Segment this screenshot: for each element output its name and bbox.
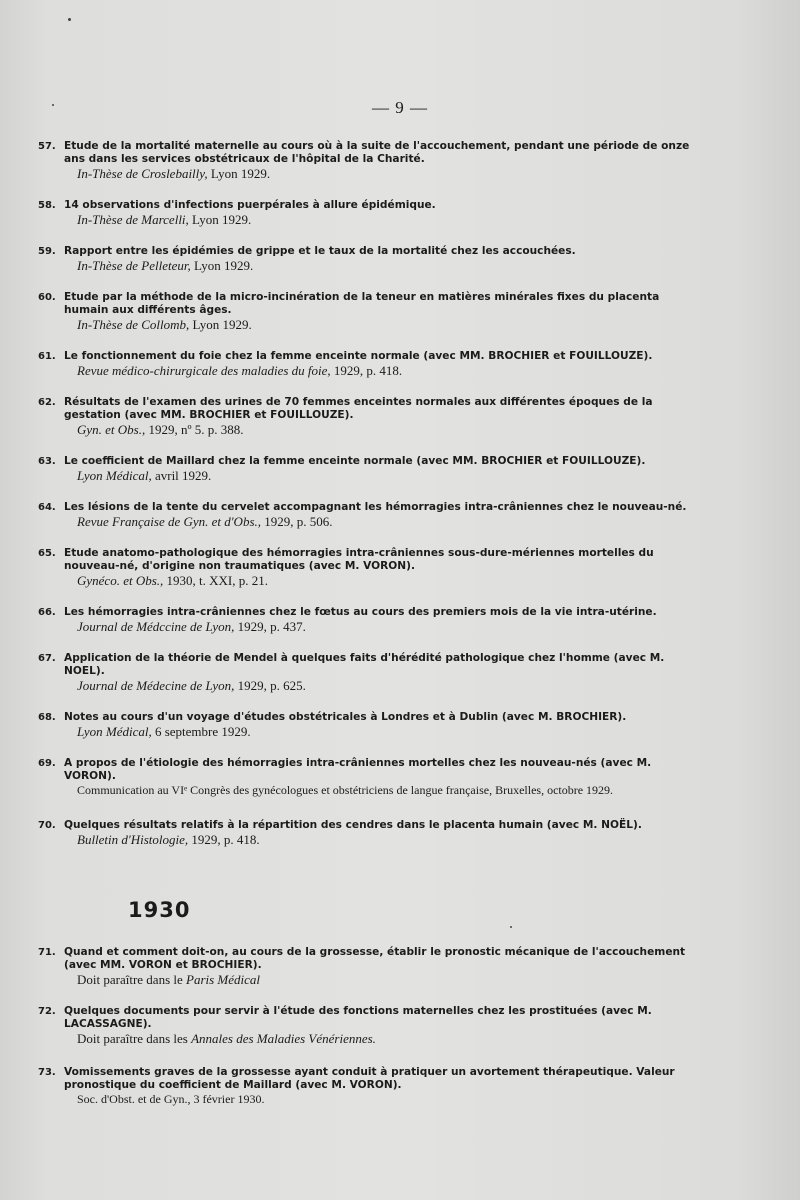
- speck: [68, 18, 71, 21]
- entry-source: [64, 619, 698, 634]
- entry-title: Le fonctionnement du foie chez la femme enceinte normale (avec MM. BROCHIER et FOUILLOUZE).: [64, 350, 653, 362]
- source-publication: Journal de Médccine de Lyon,: [77, 619, 235, 634]
- entry-number: 68.: [38, 712, 56, 723]
- bibliography-list-1930: [38, 946, 698, 1106]
- bibliography-entry: [38, 1066, 698, 1106]
- source-publication: Bulletin d'Histologie,: [77, 832, 189, 847]
- source-publication: Gyn. et Obs.,: [77, 422, 146, 437]
- source-details: 1929, p. 506.: [261, 514, 333, 529]
- bibliography-entry: [38, 606, 698, 634]
- entry-source: [64, 363, 698, 378]
- source-details: 1929, nº 5. p. 388.: [145, 422, 244, 437]
- bibliography-entry: [38, 547, 698, 588]
- entry-number: 69.: [38, 758, 56, 769]
- entry-title: Résultats de l'examen des urines de 70 femmes enceintes normales aux différentes époques de la gestation (avec MM. BROCHIER et FOUILLOUZE).: [64, 396, 653, 421]
- entry-number: 57.: [38, 141, 56, 152]
- entry-source: [64, 422, 698, 437]
- entry-number: 60.: [38, 292, 56, 303]
- source-details: Lyon 1929.: [207, 166, 271, 181]
- entry-source: [64, 258, 698, 273]
- entry-source: [64, 1092, 698, 1106]
- bibliography-entry: [38, 199, 698, 227]
- bibliography-entry: [38, 711, 698, 739]
- entry-title: Etude de la mortalité maternelle au cours où à la suite de l'accouchement, pendant une période de onze ans dans les services obstétricaux de l'hôpital de la Charité.: [64, 140, 690, 165]
- entry-title: Vomissements graves de la grossesse ayant conduit à pratiquer un avortement thérapeutique. Valeur pronostique du coefficient de Maillard (avec M. VORON).: [64, 1066, 675, 1091]
- source-text: Doit paraître dans les: [77, 1031, 192, 1046]
- entry-source: [64, 514, 698, 529]
- bibliography-entry: [38, 245, 698, 273]
- bibliography-entry: [38, 501, 698, 529]
- source-publication: Lyon Médical,: [77, 724, 152, 739]
- source-details: 1930, t. XXI, p. 21.: [163, 573, 268, 588]
- entry-number: 62.: [38, 397, 56, 408]
- entry-number: 58.: [38, 200, 56, 211]
- source-details: avril 1929.: [151, 468, 212, 483]
- bibliography-entry: [38, 291, 698, 332]
- source-details: 1929, p. 437.: [234, 619, 306, 634]
- source-publication: Annales des Maladies Vénériennes.: [191, 1031, 376, 1046]
- bibliography-list: [38, 140, 698, 847]
- entry-title: Rapport entre les épidémies de grippe et le taux de la mortalité chez les accouchées.: [64, 245, 576, 257]
- source-publication: Revue Française de Gyn. et d'Obs.,: [77, 514, 261, 529]
- entry-source: [64, 972, 698, 987]
- bibliography-entry: [38, 1005, 698, 1046]
- entry-title: Etude par la méthode de la micro-incinération de la teneur en matières minérales fixes du placenta humain aux différents âges.: [64, 291, 660, 316]
- entry-title: Les lésions de la tente du cervelet accompagnant les hémorragies intra-crâniennes chez le nouveau-né.: [64, 501, 687, 513]
- source-publication: Paris Médical: [186, 972, 261, 987]
- entry-source: [64, 724, 698, 739]
- entry-number: 64.: [38, 502, 56, 513]
- source-text: Soc. d'Obst. et de Gyn., 3 février 1930.: [77, 1092, 265, 1106]
- entry-source: [64, 678, 698, 693]
- bibliography-entry: [38, 946, 698, 987]
- source-details: 6 septembre 1929.: [151, 724, 251, 739]
- entry-source: [64, 1031, 698, 1046]
- entry-number: 59.: [38, 246, 56, 257]
- entry-title: Application de la théorie de Mendel à quelques faits d'hérédité pathologique chez l'homme (avec M. NOEL).: [64, 652, 665, 677]
- source-details: Lyon 1929.: [189, 317, 252, 332]
- entry-title: Quand et comment doit-on, au cours de la grossesse, établir le pronostic mécanique de l'accouchement (avec MM. VORON et BROCHIER).: [64, 946, 686, 971]
- entry-title: Le coefficient de Maillard chez la femme enceinte normale (avec MM. BROCHIER et FOUILLOUZE).: [64, 455, 646, 467]
- bibliography-entry: [38, 819, 698, 847]
- bibliography-entry: [38, 140, 698, 181]
- source-details: 1929, p. 418.: [330, 363, 403, 378]
- source-publication: Journal de Médecine de Lyon,: [77, 678, 235, 693]
- entry-title: Quelques résultats relatifs à la répartition des cendres dans le placenta humain (avec M. NOËL).: [64, 819, 642, 831]
- entry-title: Quelques documents pour servir à l'étude des fonctions maternelles chez les prostituées (avec M. LACASSAGNE).: [64, 1005, 652, 1030]
- source-publication: In-Thèse de Collomb,: [77, 317, 190, 332]
- entry-number: 61.: [38, 351, 56, 362]
- bibliography-entry: [38, 396, 698, 437]
- bibliography-entry: [38, 455, 698, 483]
- entry-number: 65.: [38, 548, 56, 559]
- entry-source: [64, 573, 698, 588]
- speck: [52, 104, 54, 106]
- entry-title: Notes au cours d'un voyage d'études obstétricales à Londres et à Dublin (avec M. BROCHIER).: [64, 711, 627, 723]
- source-publication: Lyon Médical,: [77, 468, 152, 483]
- entry-source: [64, 317, 698, 332]
- entry-number: 63.: [38, 456, 56, 467]
- entry-number: 73.: [38, 1067, 56, 1078]
- source-details: 1929, p. 625.: [234, 678, 306, 693]
- source-publication: In-Thèse de Marcelli,: [77, 212, 189, 227]
- entry-number: 67.: [38, 653, 56, 664]
- source-details: 1929, p. 418.: [188, 832, 260, 847]
- entry-source: [64, 212, 698, 227]
- entry-number: 70.: [38, 820, 56, 831]
- entry-title: A propos de l'étiologie des hémorragies intra-crâniennes mortelles chez les nouveau-nés (avec M. VORON).: [64, 757, 652, 782]
- entry-title: Les hémorragies intra-crâniennes chez le fœtus au cours des premiers mois de la vie intra-utérine.: [64, 606, 657, 618]
- source-publication: In-Thèse de Croslebailly,: [77, 166, 208, 181]
- entry-source: [64, 468, 698, 483]
- entry-source: [64, 832, 698, 847]
- source-publication: Gynéco. et Obs.,: [77, 573, 164, 588]
- entry-number: 72.: [38, 1006, 56, 1017]
- source-text: Communication au VIᵉ Congrès des gynécologues et obstétriciens de langue française, Bruxelles, octobre 1929.: [77, 783, 614, 797]
- bibliography-entry: [38, 350, 698, 378]
- entry-number: 71.: [38, 947, 56, 958]
- bibliography-entry: [38, 757, 698, 797]
- entry-title: Etude anatomo-pathologique des hémorragies intra-crâniennes sous-dure-mériennes mortelles du nouveau-né, d'origine non traumatiques (avec M. VORON).: [64, 547, 654, 572]
- source-publication: Revue médico-chirurgicale des maladies du foie,: [77, 363, 331, 378]
- source-text: Doit paraître dans le: [77, 972, 187, 987]
- year-heading: 1930: [128, 898, 191, 922]
- page-number: — 9 —: [372, 98, 428, 117]
- speck: [510, 926, 512, 928]
- bibliography-entry: [38, 652, 698, 693]
- source-details: Lyon 1929.: [190, 258, 254, 273]
- source-details: Lyon 1929.: [188, 212, 252, 227]
- source-publication: In-Thèse de Pelleteur,: [77, 258, 191, 273]
- entry-title: 14 observations d'infections puerpérales à allure épidémique.: [64, 199, 436, 211]
- entry-number: 66.: [38, 607, 56, 618]
- entry-source: [64, 783, 698, 797]
- entry-source: [64, 166, 698, 181]
